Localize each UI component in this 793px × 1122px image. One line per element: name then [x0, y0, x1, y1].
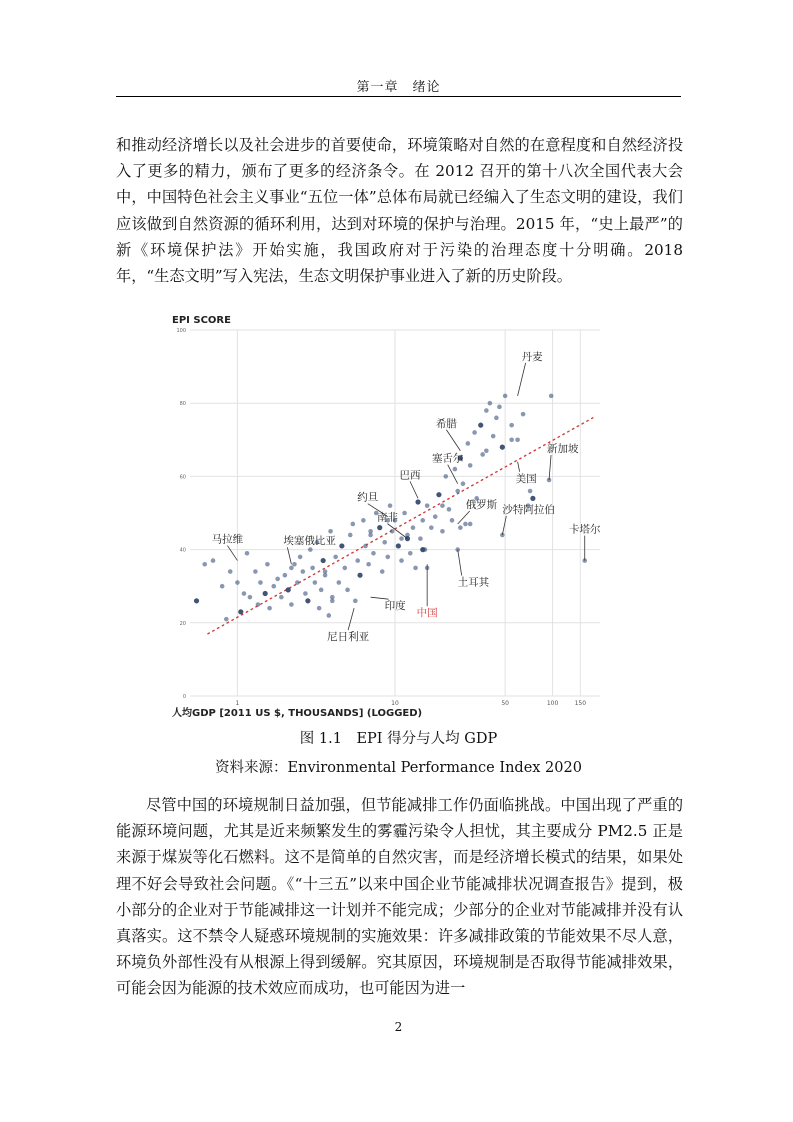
y-tick-label: 40	[179, 547, 186, 554]
x-tick-label: 10	[391, 700, 399, 707]
data-point	[484, 408, 489, 413]
data-point	[494, 416, 499, 421]
annotation-label: 土耳其	[457, 576, 490, 589]
header-rule	[116, 96, 681, 97]
data-point	[440, 529, 445, 534]
annotation-label: 丹麦	[521, 350, 543, 363]
data-point	[488, 401, 493, 406]
data-point	[458, 525, 463, 530]
data-point	[235, 580, 240, 585]
annotation-leader	[371, 597, 389, 599]
data-point	[317, 606, 322, 611]
body-paragraph-1: 和推动经济增长以及社会进步的首要使命，环境策略对自然的在意程度和自然经济投入了更多的精力，颁布了更多的经济条令。在 2012 召开的第十八次全国代表大会中，中国特色社会主义事业“五位一体”总体布局就已经编入了生态文明的建设，我们应该做到自然资源的循环利用，达到对环境的保护与治理。2015 年，“史上最严”的新《环境保护法》开始实施，我国政府对于污染的治理态度十分明确。2018 年，“生态文明”写入宪法，生态文明保护事业进入了新的历史阶段。	[116, 136, 683, 286]
annotation-leader	[227, 546, 237, 561]
data-point	[242, 591, 247, 596]
annotation-leader	[410, 481, 418, 498]
data-point	[371, 551, 376, 556]
data-point	[530, 496, 535, 501]
data-point	[420, 518, 425, 523]
data-point	[500, 445, 505, 450]
data-point	[420, 547, 425, 552]
data-point	[443, 474, 448, 479]
data-point	[478, 423, 483, 428]
data-point	[220, 584, 225, 589]
data-point	[238, 609, 243, 614]
data-point	[411, 525, 416, 530]
data-point	[366, 562, 371, 567]
epi-gdp-figure	[170, 312, 610, 722]
data-point	[353, 599, 358, 604]
data-point	[466, 441, 471, 446]
data-point	[224, 617, 229, 622]
data-point	[305, 598, 310, 603]
annotation-label: 塞舌尔	[431, 452, 464, 465]
annotation-label: 卡塔尔	[568, 523, 601, 536]
data-point	[330, 599, 335, 604]
data-point	[440, 503, 445, 508]
y-tick-label: 80	[179, 401, 186, 408]
annotation-label: 埃塞俄比亚	[283, 535, 336, 548]
data-point	[275, 577, 280, 582]
data-point	[263, 591, 268, 596]
annotation-label: 美国	[515, 472, 537, 485]
data-point	[528, 489, 533, 494]
data-point	[549, 394, 554, 399]
data-point	[256, 602, 261, 607]
annotation-leader	[502, 516, 506, 535]
data-point	[211, 558, 216, 563]
data-point	[301, 569, 306, 574]
data-point	[283, 573, 288, 578]
data-point	[319, 588, 324, 593]
data-point	[509, 438, 514, 443]
data-point	[425, 503, 430, 508]
annotation-label: 巴西	[399, 469, 421, 482]
data-point	[491, 434, 496, 439]
y-tick-label: 100	[176, 328, 186, 334]
data-point	[323, 569, 328, 574]
data-point	[351, 522, 356, 527]
y-tick-label: 0	[182, 694, 186, 700]
annotation-leader	[348, 608, 354, 630]
data-point	[382, 540, 387, 545]
data-point	[380, 569, 385, 574]
data-point	[455, 489, 460, 494]
data-point	[326, 613, 331, 618]
data-point	[399, 536, 404, 541]
x-tick-label: 50	[501, 700, 509, 707]
data-point	[258, 580, 263, 585]
data-point	[357, 573, 362, 578]
running-header: 第一章 绪论	[356, 80, 441, 95]
data-point	[267, 606, 272, 611]
data-point	[468, 522, 473, 527]
data-point	[298, 555, 303, 560]
data-point	[194, 598, 199, 603]
data-point	[433, 514, 438, 519]
data-point	[265, 562, 270, 567]
data-point	[385, 555, 390, 560]
data-point	[303, 591, 308, 596]
figure-caption: 图 1.1 EPI 得分与人均 GDP	[299, 731, 498, 747]
data-point	[271, 584, 276, 589]
data-point	[461, 481, 466, 486]
data-point	[355, 558, 360, 563]
data-point	[228, 569, 233, 574]
data-point	[521, 412, 526, 417]
annotation-label: 印度	[384, 600, 406, 613]
data-point	[339, 543, 344, 548]
data-point	[248, 595, 253, 600]
annotation-label: 新加坡	[547, 443, 579, 456]
epi-scatter-chart	[170, 312, 610, 722]
figure-source: 资料来源：Environmental Performance Index 2020	[215, 760, 582, 776]
data-point	[279, 595, 284, 600]
data-point	[289, 602, 294, 607]
data-point	[418, 536, 423, 541]
data-point	[286, 587, 291, 592]
annotation-label: 约旦	[357, 491, 379, 504]
annotation-label: 中国	[416, 607, 438, 620]
y-tick-label: 20	[179, 620, 186, 627]
x-axis-label: 人均GDP [2011 US $, THOUSANDS] (LOGGED)	[172, 708, 423, 719]
data-point	[402, 511, 407, 516]
data-point	[447, 507, 452, 512]
annotation-label: 沙特阿拉伯	[502, 503, 555, 516]
data-point	[463, 522, 468, 527]
data-point	[390, 529, 395, 534]
body-paragraph-2: 尽管中国的环境规制日益加强，但节能减排工作仍面临挑战。中国出现了严重的能源环境问题，尤其是近来频繁发生的雾霾污染令人担忧，其主要成分 PM2.5 正是来源于煤炭等化石燃料。这不是简单的自然灾害，而是经济增长模式的结果，如果处理不好会导致社会问题。《“十三五”以来中国企业节能减排状况调查报告》提到，极小部分的企业对于节能减排这一计划并不能完成；少部分的企业对节能减排并没有认真落实。这不禁令人疑惑环境规制的实施效果：许多减排政策的节能效果不尽人意，环境负外部性没有从根源上得到缓解。究其原因，环境规制是否取得节能减排效果，可能会因为能源的技术效应而成功，也可能因为进一	[116, 796, 683, 998]
data-point	[472, 430, 477, 435]
data-point	[333, 555, 338, 560]
data-point	[480, 452, 485, 457]
data-point	[413, 566, 418, 571]
annotation-leader	[518, 363, 526, 396]
data-point	[436, 492, 441, 497]
data-point	[361, 518, 366, 523]
data-point	[345, 588, 350, 593]
annotation-label: 尼日利亚	[327, 631, 370, 644]
chart-title: EPI SCORE	[172, 315, 231, 326]
data-point	[289, 566, 294, 571]
data-point	[503, 394, 508, 399]
y-tick-label: 60	[179, 474, 186, 481]
data-point	[295, 580, 300, 585]
x-tick-label: 150	[574, 700, 587, 707]
data-point	[292, 562, 297, 567]
data-point	[415, 499, 420, 504]
data-point	[368, 529, 373, 534]
annotation-label: 希腊	[435, 417, 457, 430]
data-point	[202, 562, 207, 567]
data-point	[321, 558, 326, 563]
annotation-leader	[458, 511, 470, 524]
annotation-leader	[446, 430, 460, 451]
x-tick-label: 1	[235, 700, 240, 707]
annotation-label: 俄罗斯	[465, 498, 498, 511]
data-point	[515, 438, 520, 443]
data-point	[377, 525, 382, 530]
data-point	[337, 580, 342, 585]
annotation-label: 马拉维	[211, 533, 244, 546]
data-point	[310, 566, 315, 571]
data-point	[245, 551, 250, 556]
data-point	[484, 448, 489, 453]
data-point	[308, 547, 313, 552]
annotation-leader	[458, 550, 462, 576]
data-point	[497, 405, 502, 410]
data-point	[313, 580, 318, 585]
data-point	[468, 463, 473, 468]
annotation-label: 南非	[376, 511, 398, 524]
data-point	[253, 569, 258, 574]
data-point	[450, 518, 455, 523]
data-point	[429, 525, 434, 530]
data-point	[363, 544, 368, 549]
data-point	[348, 533, 353, 538]
page-number: 2	[394, 1020, 403, 1034]
data-point	[328, 529, 333, 534]
data-point	[408, 551, 413, 556]
data-point	[388, 503, 393, 508]
data-point	[342, 566, 347, 571]
data-point	[396, 543, 401, 548]
data-point	[399, 558, 404, 563]
annotation-leader	[518, 462, 520, 472]
data-point	[453, 467, 458, 472]
x-tick-label: 100	[546, 700, 559, 707]
data-point	[509, 423, 514, 428]
